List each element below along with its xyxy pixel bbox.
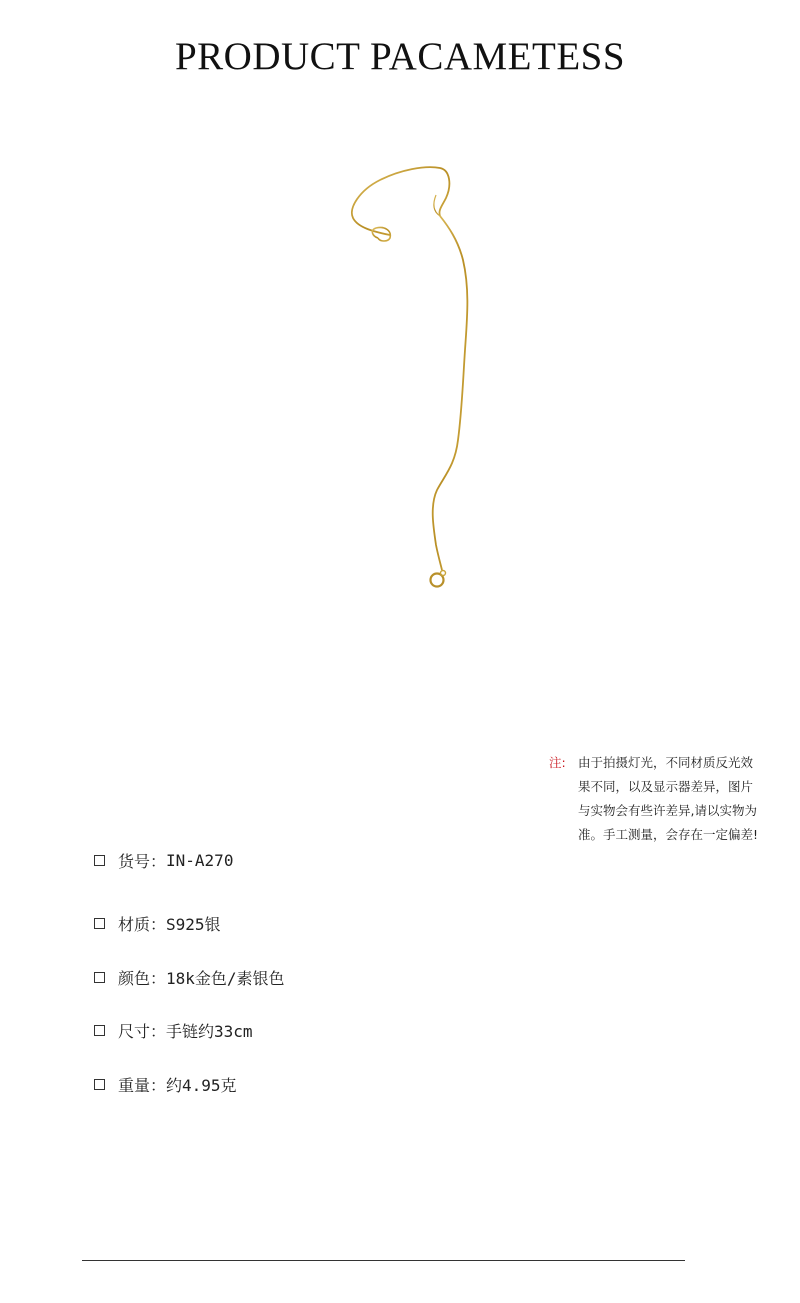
page-title: PRODUCT PACAMETESS [174,35,626,78]
clasp-ring [441,571,446,576]
spec-label: 重量： [118,1076,167,1095]
spec-value: 约4.95克 [166,1076,237,1095]
bottom-divider [82,1260,685,1261]
checkbox-icon [94,972,105,983]
spec-item-material [94,912,221,935]
spec-value: 18k金色/素银色 [166,969,285,988]
spec-label: 货号： [118,852,167,871]
spec-value: 手链约33cm [166,1022,253,1041]
note-line: 与实物会有些许差异,请以实物为 [578,803,757,818]
note-line: 果不同，以及显示器差异，图片 [578,779,754,794]
note-line: 准。手工测量，会存在一定偏差! [578,827,759,842]
checkbox-icon [94,1079,105,1090]
checkbox-icon [94,855,105,866]
spec-item-weight [94,1073,237,1096]
spec-item-size [94,1019,253,1042]
spec-item-color [94,966,285,989]
checkbox-icon [94,918,105,929]
note-label: 注: [549,755,566,770]
spec-value: S925银 [166,915,221,934]
note-line: 由于拍摄灯光，不同材质反光效 [578,755,754,770]
spec-value: IN-A270 [166,851,234,870]
checkbox-icon [94,1025,105,1036]
disclaimer-note [549,751,789,847]
spec-label: 材质： [118,915,167,934]
spec-item-item-number [94,849,233,872]
spec-label: 尺寸： [118,1022,167,1041]
chain-strand [433,216,468,570]
product-photo [300,150,520,610]
spec-label: 颜色： [118,969,167,988]
